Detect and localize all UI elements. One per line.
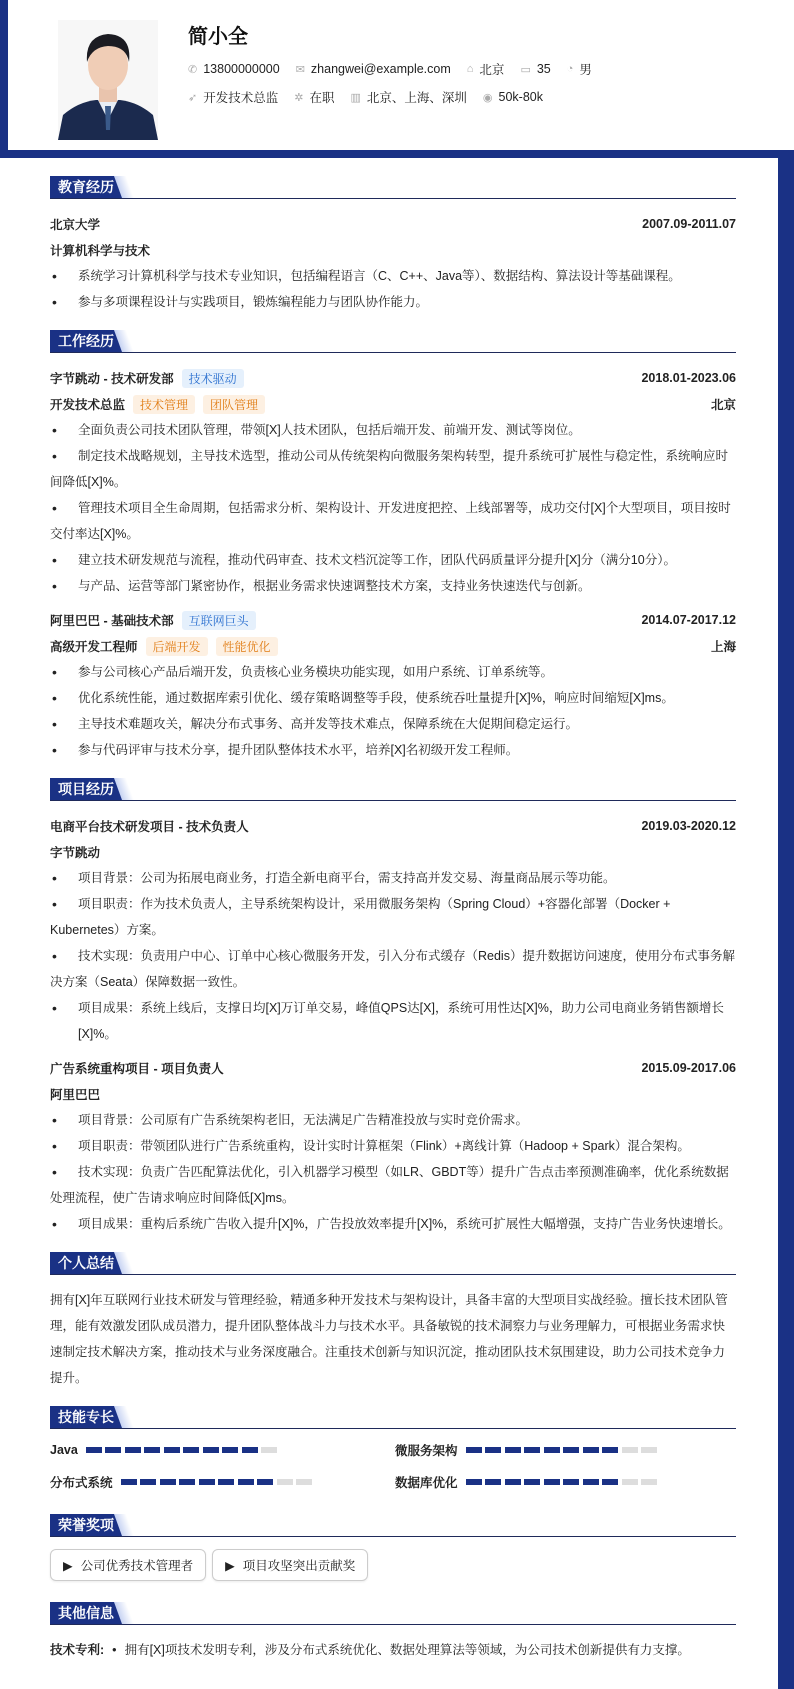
education-date: 2007.09-2011.07 <box>642 217 736 231</box>
list-item: • 制定技术战略规划，主导技术选型，推动公司从传统架构向微服务架构转型，提升系统可扩展性与稳定性，系统响应时间降低[X]%。 <box>50 443 736 495</box>
section-title: 项目经历 <box>50 778 122 800</box>
skill-segment-filled <box>203 1447 219 1453</box>
list-item: • 项目背景：公司原有广告系统架构老旧，无法满足广告精准投放与实时竞价需求。 <box>50 1107 736 1133</box>
role-tag: 技术管理 <box>133 395 195 414</box>
skill-item <box>50 1473 395 1491</box>
skill-name: 分布式系统 <box>50 1476 113 1490</box>
salary: 50k-80k <box>498 90 543 104</box>
section-header-skills <box>50 1405 736 1429</box>
skill-segment-empty <box>296 1479 312 1485</box>
email: zhangwei@example.com <box>310 62 451 76</box>
skill-segment-filled <box>466 1447 482 1453</box>
company-tag: 技术驱动 <box>182 369 244 388</box>
school: 北京大学 <box>50 218 101 232</box>
work-date: 2018.01-2023.06 <box>641 371 736 385</box>
phone-icon: ✆ <box>188 63 198 76</box>
skill-segment-filled <box>583 1447 599 1453</box>
section-header-work <box>50 329 736 353</box>
skill-segment-empty <box>277 1479 293 1485</box>
skill-segment-filled <box>466 1479 482 1485</box>
list-item: • 优化系统性能，通过数据库索引优化、缓存策略调整等手段，使系统吞吐量提升[X]%，响应时间缩短[X]ms。 <box>50 685 736 711</box>
section-title: 其他信息 <box>50 1602 122 1624</box>
contact-row <box>188 60 592 78</box>
list-item: • 建立技术研发规范与流程，推动代码审查、技术文档沉淀等工作，团队代码质量评分提升[X]分（满分10分）。 <box>50 547 736 573</box>
list-item: • 项目职责：带领团队进行广告系统重构，设计实时计算框架（Flink）+离线计算（Hadoop + Spark）混合架构。 <box>50 1133 736 1159</box>
skill-item <box>395 1473 740 1491</box>
list-item: • 技术实现：负责用户中心、订单中心核心微服务开发，引入分布式缓存（Redis）提升数据访问速度，使用分布式事务解决方案（Seata）保障数据一致性。 <box>50 943 736 995</box>
skill-segment-filled <box>563 1447 579 1453</box>
award-badge <box>212 1549 368 1581</box>
other-info-row <box>50 1637 736 1663</box>
project-date: 2019.03-2020.12 <box>641 819 736 833</box>
major-row <box>50 237 736 263</box>
city: 北京 <box>479 63 505 77</box>
list-item: • 参与公司核心产品后端开发，负责核心业务模块功能实现，如用户系统、订单系统等。 <box>50 659 736 685</box>
section-header-education <box>50 175 736 199</box>
list-item: • 主导技术难题攻关，解决分布式事务、高并发等技术难点，保障系统在大促期间稳定运行。 <box>50 711 736 737</box>
award-label: 公司优秀技术管理者 <box>80 1559 194 1573</box>
gender: 男 <box>579 63 592 77</box>
awards-list <box>50 1549 736 1581</box>
skill-name: Java <box>50 1443 78 1457</box>
skill-segment-filled <box>485 1479 501 1485</box>
skill-segment-filled <box>121 1479 137 1485</box>
award-label: 项目攻坚突出贡献奖 <box>242 1559 356 1573</box>
job-intent-row <box>188 88 543 106</box>
frame-right <box>778 150 794 1689</box>
bullet-dot: • <box>112 1643 117 1657</box>
skill-level-bar <box>86 1447 278 1453</box>
skill-name: 微服务架构 <box>395 1444 458 1458</box>
award-badge <box>50 1549 206 1581</box>
skill-level-bar <box>466 1447 658 1453</box>
skill-segment-filled <box>544 1447 560 1453</box>
skill-segment-filled <box>563 1479 579 1485</box>
role-tag: 后端开发 <box>146 637 208 656</box>
skill-segment-filled <box>524 1447 540 1453</box>
project-company: 字节跳动 <box>50 846 101 860</box>
skill-level-bar <box>466 1479 658 1485</box>
list-item: • 系统学习计算机科学与技术专业知识，包括编程语言（C、C++、Java等）、数据结构、算法设计等基础课程。 <box>50 263 736 289</box>
skill-segment-filled <box>485 1447 501 1453</box>
list-item: • 项目成果：重构后系统广告收入提升[X]%，广告投放效率提升[X]%，系统可扩展性大幅增强，支持广告业务快速增长。 <box>50 1211 736 1237</box>
skills-grid <box>50 1441 736 1491</box>
send-icon: ➶ <box>188 91 198 104</box>
skill-segment-filled <box>505 1479 521 1485</box>
age-icon: ▭ <box>520 63 531 76</box>
salary-icon: ◉ <box>482 91 493 104</box>
work-entry <box>50 607 736 763</box>
skill-name: 数据库优化 <box>395 1476 458 1490</box>
skill-segment-empty <box>641 1447 657 1453</box>
role-tag: 团队管理 <box>203 395 265 414</box>
skill-segment-filled <box>105 1447 121 1453</box>
work-location: 北京 <box>710 398 736 412</box>
list-item: • 参与多项课程设计与实践项目，锻炼编程能力与团队协作能力。 <box>50 289 736 315</box>
project-date: 2015.09-2017.06 <box>641 1061 736 1075</box>
skill-segment-filled <box>160 1479 176 1485</box>
skill-segment-filled <box>218 1479 234 1485</box>
summary-text: 拥有[X]年互联网行业技术研发与管理经验，精通多种开发技术与架构设计，具备丰富的大型项目实战经验。擅长技术团队管理，能有效激发团队成员潜力，提升团队整体战斗力与技术水平。具备敏锐的技术洞察力与业务理解力，可根据业务需求快速制定技术解决方案，推动技术与业务深度融合。注重技术创新与知识沉淀，推动团队技术氛围建设，助力公司技术竞争力提升。 <box>50 1293 728 1385</box>
skill-segment-filled <box>140 1479 156 1485</box>
skill-segment-empty <box>261 1447 277 1453</box>
resume-body <box>50 175 736 1663</box>
job-status: 在职 <box>309 91 335 105</box>
section-header-awards <box>50 1513 736 1537</box>
skill-segment-empty <box>622 1447 638 1453</box>
skill-segment-filled <box>222 1447 238 1453</box>
status-icon: ✲ <box>294 91 304 104</box>
skill-segment-filled <box>602 1447 618 1453</box>
work-location: 上海 <box>710 640 736 654</box>
company: 字节跳动 - 技术研发部 <box>50 372 174 386</box>
list-item: • 参与代码评审与技术分享，提升团队整体技术水平，培养[X]名初级开发工程师。 <box>50 737 736 763</box>
section-header-summary <box>50 1251 736 1275</box>
skill-segment-filled <box>144 1447 160 1453</box>
list-item: • 项目成果：系统上线后，支撑日均[X]万订单交易，峰值QPS达[X]，系统可用性达[X]%，助力公司电商业务销售额增长[X]%。 <box>50 995 736 1047</box>
skill-segment-empty <box>641 1479 657 1485</box>
building-icon: ▥ <box>350 91 361 104</box>
education-row <box>50 211 736 237</box>
project-entry <box>50 1055 736 1237</box>
target-cities: 北京、上海、深圳 <box>366 91 467 105</box>
avatar-photo <box>58 20 158 140</box>
email-icon: ✉ <box>295 63 305 76</box>
job-title: 高级开发工程师 <box>50 640 138 654</box>
skill-segment-filled <box>179 1479 195 1485</box>
company: 阿里巴巴 - 基础技术部 <box>50 614 174 628</box>
section-title: 个人总结 <box>50 1252 122 1274</box>
frame-left <box>0 0 8 158</box>
skill-level-bar <box>121 1479 313 1485</box>
section-title: 教育经历 <box>50 176 122 198</box>
age: 35 <box>536 62 551 76</box>
list-item: • 技术实现：负责广告匹配算法优化，引入机器学习模型（如LR、GBDT等）提升广告点击率预测准确率，优化系统数据处理流程，使广告请求响应时间降低[X]ms。 <box>50 1159 736 1211</box>
phone: 13800000000 <box>203 62 280 76</box>
list-item: • 项目背景：公司为拓展电商业务，打造全新电商平台，需支持高并发交易、海量商品展示等功能。 <box>50 865 736 891</box>
section-title: 技能专长 <box>50 1406 122 1428</box>
frame-divider <box>0 150 794 158</box>
work-entry <box>50 365 736 599</box>
list-item: • 与产品、运营等部门紧密协作，根据业务需求快速调整技术方案，支持业务快速迭代与创新。 <box>50 573 736 599</box>
other-text: 拥有[X]项技术发明专利，涉及分布式系统优化、数据处理算法等领域，为公司技术创新提供有力支撑。 <box>124 1643 690 1657</box>
list-item: • 全面负责公司技术团队管理，带领[X]人技术团队，包括后端开发、前端开发、测试等岗位。 <box>50 417 736 443</box>
section-header-other <box>50 1601 736 1625</box>
skill-segment-filled <box>86 1447 102 1453</box>
skill-segment-filled <box>257 1479 273 1485</box>
skill-segment-empty <box>622 1479 638 1485</box>
candidate-name: 简小全 <box>188 26 248 48</box>
skill-segment-filled <box>238 1479 254 1485</box>
skill-item <box>395 1441 740 1459</box>
skill-segment-filled <box>199 1479 215 1485</box>
section-header-projects <box>50 777 736 801</box>
list-item: • 项目职责：作为技术负责人，主导系统架构设计，采用微服务架构（Spring Cloud）+容器化部署（Docker + Kubernetes）方案。 <box>50 891 736 943</box>
resume-header <box>8 0 794 150</box>
skill-segment-filled <box>524 1479 540 1485</box>
section-title: 工作经历 <box>50 330 122 352</box>
list-item: • 管理技术项目全生命周期，包括需求分析、架构设计、开发进度把控、上线部署等，成功交付[X]个大型项目，项目按时交付率达[X]%。 <box>50 495 736 547</box>
skill-segment-filled <box>505 1447 521 1453</box>
project-company: 阿里巴巴 <box>50 1088 101 1102</box>
project-name: 广告系统重构项目 - 项目负责人 <box>50 1062 224 1076</box>
skill-segment-filled <box>242 1447 258 1453</box>
skill-item <box>50 1441 395 1459</box>
work-date: 2014.07-2017.12 <box>641 613 736 627</box>
role-tag: 性能优化 <box>216 637 278 656</box>
home-icon: ⌂ <box>466 63 474 75</box>
play-icon: ▶ <box>225 1558 235 1573</box>
skill-segment-filled <box>602 1479 618 1485</box>
job-title: 开发技术总监 <box>50 398 126 412</box>
project-name: 电商平台技术研发项目 - 技术负责人 <box>50 820 249 834</box>
major: 计算机科学与技术 <box>50 244 151 258</box>
skill-segment-filled <box>183 1447 199 1453</box>
skill-segment-filled <box>544 1479 560 1485</box>
education-bullets <box>50 263 736 315</box>
company-tag: 互联网巨头 <box>182 611 256 630</box>
section-title: 荣誉奖项 <box>50 1514 122 1536</box>
skill-segment-filled <box>125 1447 141 1453</box>
other-label: 技术专利: <box>50 1643 105 1657</box>
target-position: 开发技术总监 <box>203 91 279 105</box>
skill-segment-filled <box>164 1447 180 1453</box>
play-icon: ▶ <box>63 1558 73 1573</box>
project-entry <box>50 813 736 1047</box>
skill-segment-filled <box>583 1479 599 1485</box>
gender-icon: ◔ <box>566 63 574 75</box>
